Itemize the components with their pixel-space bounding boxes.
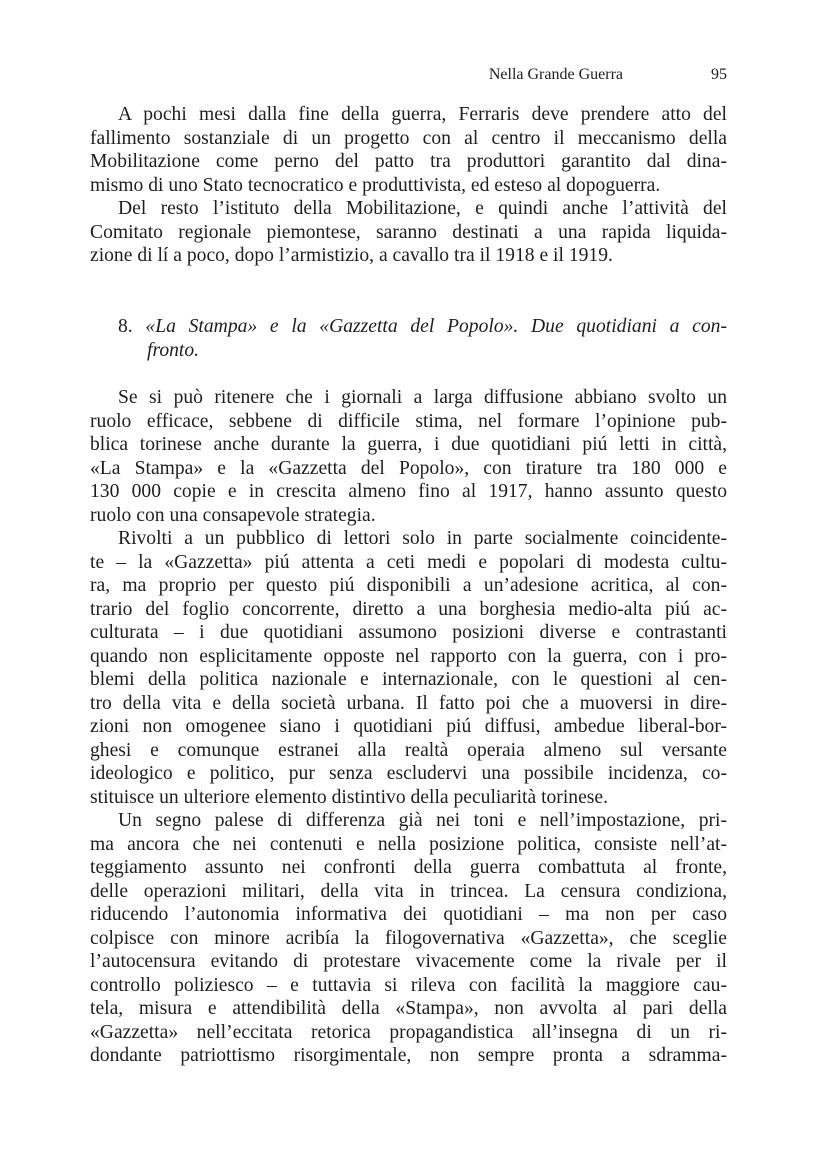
text-line: ghesi e comunque estranei alla realtà operaia almeno sul versante <box>90 739 727 761</box>
text-line: te – la «Gazzetta» piú attenta a ceti medi e popolari di modesta cultu- <box>90 551 727 573</box>
body-text <box>90 386 727 1068</box>
section-title: «La Stampa» e la «Gazzetta del Popolo». Due quotidiani a con- <box>145 316 727 337</box>
text-line: dondante patriottismo risorgimentale, non sempre pronta a sdramma- <box>90 1045 727 1066</box>
text-line: riducendo l’autonomia informativa dei quotidiani – ma non per caso <box>90 904 727 925</box>
heading-line <box>118 339 727 363</box>
text-line: culturata – i due quotidiani assumono posizioni diverse e contrastanti <box>90 622 727 643</box>
text-line: «Gazzetta» nell’eccitata retorica propagandistica all’insegna di un ri- <box>90 1021 727 1043</box>
text-line: ra, ma proprio per questo piú disponibili a un’adesione acritica, al con- <box>90 575 727 596</box>
section-title-continued: fronto. <box>147 339 200 361</box>
text-line: Comitato regionale piemontese, saranno destinati a una rapida liquida- <box>90 221 727 243</box>
running-title: Nella Grande Guerra <box>488 66 623 83</box>
text-line: blica torinese anche durante la guerra, i due quotidiani piú letti in città, <box>90 434 727 455</box>
text-line: ruolo efficace, sebbene di difficile stima, nel formare l’opinione pub- <box>90 410 727 432</box>
text-line: fallimento sostanziale di un progetto con al centro il meccanismo della <box>90 127 727 149</box>
paragraph <box>90 527 727 809</box>
text-line: ma ancora che nei contenuti e nella posizione politica, consiste nell’at- <box>90 833 727 855</box>
top-text <box>90 103 727 268</box>
text-line: stituisce un ulteriore elemento distintivo della peculiarità torinese. <box>90 786 608 808</box>
section-number: 8. <box>118 316 133 337</box>
text-line: blemi della politica nazionale e internazionale, con le questioni al cen- <box>90 669 727 690</box>
text-line: tela, misura e attendibilità della «Stampa», non avvolta al pari della <box>90 998 727 1019</box>
heading-line <box>118 315 727 339</box>
text-line: tro della vita e della società urbana. Il fatto poi che a muoversi in dire- <box>90 692 727 714</box>
section-heading <box>118 315 727 362</box>
text-line: zioni non omogenee siano i quotidiani piú diffusi, ambedue liberal-bor- <box>90 716 727 737</box>
text-line: «La Stampa» e la «Gazzetta del Popolo», con tirature tra 180 000 e <box>90 457 727 479</box>
text-line: colpisce con minore acribía la filogovernativa «Gazzetta», che sceglie <box>90 927 727 949</box>
text-line: l’autocensura evitando di protestare vivacemente come la rivale per il <box>90 951 727 972</box>
text-line: controllo poliziesco – e tuttavia si rileva con facilità la maggiore cau- <box>90 974 727 996</box>
text-line: teggiamento assunto nei confronti della guerra combattuta al fronte, <box>90 857 727 878</box>
text-line: Se si può ritenere che i giornali a larga diffusione abbiano svolto un <box>118 387 727 408</box>
text-line: quando non esplicitamente opposte nel rapporto con la guerra, con i pro- <box>90 645 727 667</box>
paragraph <box>90 809 727 1068</box>
text-line: A pochi mesi dalla fine della guerra, Ferraris deve prendere atto del <box>118 104 727 125</box>
text-line: Mobilitazione come perno del patto tra produttori garantito dal dina- <box>90 151 727 172</box>
running-head <box>90 66 727 88</box>
text-line: ideologico e politico, pur senza escludervi una possibile incidenza, co- <box>90 763 727 784</box>
text-line: mismo di uno Stato tecnocratico e produttivista, ed esteso al dopoguerra. <box>90 174 661 196</box>
paragraph <box>90 103 727 197</box>
paragraph <box>90 386 727 527</box>
page-number: 95 <box>711 66 727 83</box>
text-line: Del resto l’istituto della Mobilitazione, e quindi anche l’attività del <box>118 198 727 219</box>
paragraph <box>90 197 727 268</box>
text-line: Rivolti a un pubblico di lettori solo in parte socialmente coincidente- <box>118 528 727 549</box>
text-line: ruolo con una consapevole strategia. <box>90 504 376 526</box>
text-line: delle operazioni militari, della vita in trincea. La censura condiziona, <box>90 880 727 902</box>
text-line: Un segno palese di differenza già nei toni e nell’impostazione, pri- <box>118 810 727 831</box>
text-line: zione di lí a poco, dopo l’armistizio, a cavallo tra il 1918 e il 1919. <box>90 245 613 266</box>
text-line: trario del foglio concorrente, diretto a una borghesia medio-alta piú ac- <box>90 598 727 620</box>
text-line: 130 000 copie e in crescita almeno fino al 1917, hanno assunto questo <box>90 481 727 502</box>
